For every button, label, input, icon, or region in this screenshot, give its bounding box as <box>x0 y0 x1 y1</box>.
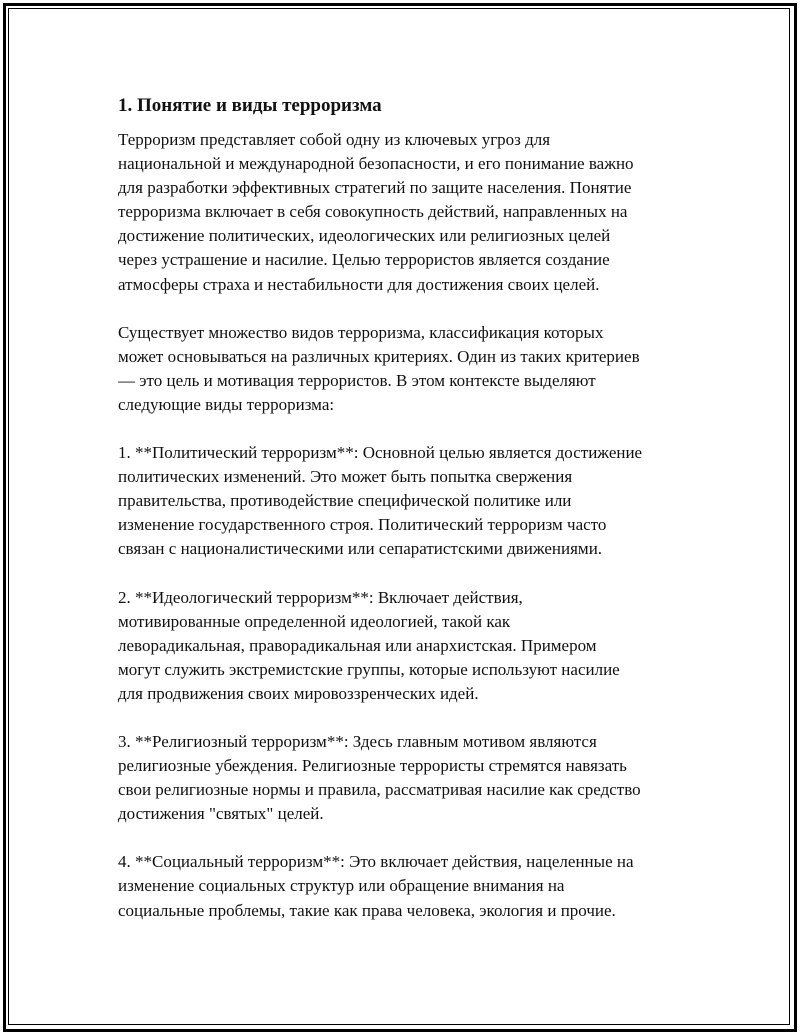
text-line: атмосферы страха и нестабильности для достижения своих целей. <box>118 274 600 294</box>
text-line: социальные проблемы, такие как права человека, экология и прочие. <box>118 900 616 920</box>
text-line: терроризма включает в себя совокупность действий, направленных на <box>118 202 628 222</box>
text-line: изменение социальных структур или обращение внимания на <box>118 876 565 896</box>
text-line: политических изменений. Это может быть попытка свержения <box>118 467 573 487</box>
text-line: достижение политических, идеологических или религиозных целей <box>118 226 611 246</box>
text-line: 3. **Религиозный терроризм**: Здесь главным мотивом являются <box>118 731 597 751</box>
paragraph <box>118 128 688 297</box>
text-line: для продвижения своих мировоззренческих идей. <box>118 683 479 703</box>
text-line: связан с националистическими или сепаратистскими движениями. <box>118 539 603 559</box>
paragraph <box>118 586 688 706</box>
text-line: достижения "святых" целей. <box>118 804 324 824</box>
paragraph-list <box>118 128 688 923</box>
section-heading: 1. Понятие и виды терроризма <box>118 95 382 116</box>
text-line: Существует множество видов терроризма, классификация которых <box>118 322 604 342</box>
text-line: для разработки эффективных стратегий по защите населения. Понятие <box>118 178 632 198</box>
text-line: может основываться на различных критериях. Один из таких критериев <box>118 346 640 366</box>
text-line: изменение государственного строя. Политический терроризм часто <box>118 515 607 535</box>
text-line: следующие виды терроризма: <box>118 394 335 414</box>
text-line: свои религиозные нормы и правила, рассматривая насилие как средство <box>118 780 641 800</box>
paragraph <box>118 321 688 417</box>
text-line: — это цель и мотивация террористов. В этом контексте выделяют <box>118 370 596 390</box>
text-line: леворадикальная, праворадикальная или анархистская. Примером <box>118 635 597 655</box>
text-line: мотивированные определенной идеологией, такой как <box>118 611 511 631</box>
text-line: могут служить экстремистские группы, которые используют насилие <box>118 659 620 679</box>
paragraph <box>118 730 688 826</box>
text-line: через устрашение и насилие. Целью террористов является создание <box>118 250 610 270</box>
paragraph <box>118 441 688 561</box>
paragraph <box>118 850 688 922</box>
text-line: 4. **Социальный терроризм**: Это включает действия, нацеленные на <box>118 852 634 872</box>
text-line: 2. **Идеологический терроризм**: Включает действия, <box>118 587 523 607</box>
text-line: Терроризм представляет собой одну из ключевых угроз для <box>118 130 551 149</box>
text-line: правительства, противодействие специфической политике или <box>118 491 572 511</box>
text-line: 1. **Политический терроризм**: Основной целью является достижение <box>118 443 643 463</box>
text-line: национальной и международной безопасности, и его понимание важно <box>118 154 634 174</box>
text-line: религиозные убеждения. Религиозные террористы стремятся навязать <box>118 756 627 776</box>
document-body <box>118 94 688 947</box>
